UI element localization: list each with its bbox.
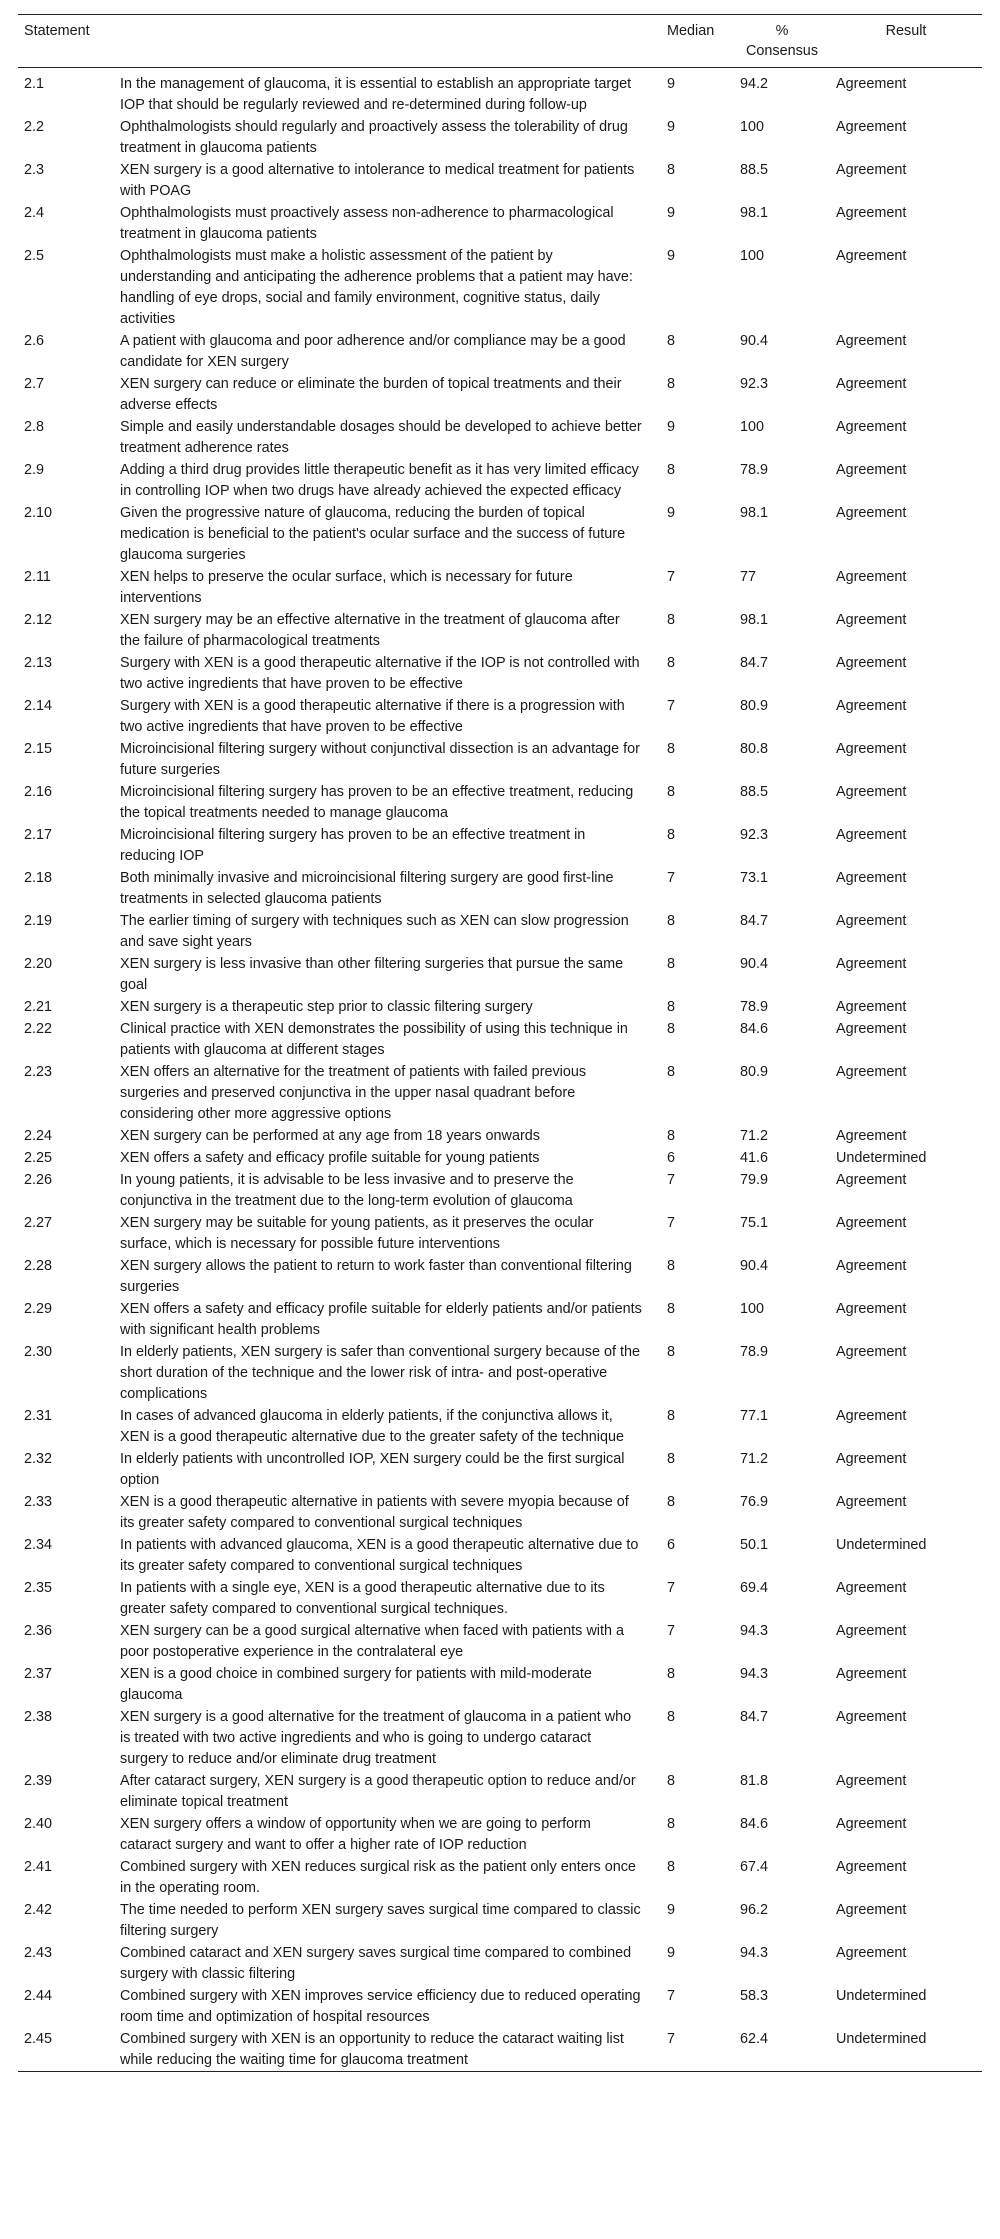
- consensus-value: 67.4: [740, 1859, 769, 1875]
- result-value: Agreement: [836, 569, 907, 585]
- result-value: Agreement: [836, 333, 907, 349]
- result-value: Agreement: [836, 205, 907, 221]
- result-value: Undetermined: [836, 1537, 927, 1553]
- table-body: [18, 68, 982, 2072]
- statement-id: 2.38: [24, 1709, 53, 1725]
- result-value: Undetermined: [836, 1988, 927, 2004]
- consensus-value: 84.7: [740, 655, 769, 671]
- table-row: [18, 1169, 982, 1212]
- statement-id: 2.34: [24, 1537, 53, 1553]
- table-row: [18, 867, 982, 910]
- consensus-value: 100: [740, 119, 765, 135]
- consensus-value: 71.2: [740, 1451, 769, 1467]
- table-row: [18, 2028, 982, 2072]
- statement-id: 2.29: [24, 1301, 53, 1317]
- result-value: Agreement: [836, 1215, 907, 1231]
- consensus-value: 92.3: [740, 376, 769, 392]
- consensus-value: 50.1: [740, 1537, 769, 1553]
- statement-text: Ophthalmologists should regularly and proactively assess the tolerability of drug treatment in glaucoma patients: [120, 119, 628, 156]
- median-value: 8: [667, 1709, 676, 1725]
- median-value: 8: [667, 1859, 676, 1875]
- median-value: 6: [667, 1537, 676, 1553]
- consensus-value: 84.7: [740, 1709, 769, 1725]
- statement-text: In patients with a single eye, XEN is a good therapeutic alternative due to its greater safety compared to conventional surgical techniques.: [120, 1580, 605, 1617]
- statement-text: In elderly patients with uncontrolled IOP, XEN surgery could be the first surgical option: [120, 1451, 625, 1488]
- statement-text: XEN is a good therapeutic alternative in patients with severe myopia because of its greater safety compared to conventional surgical techniques: [120, 1494, 629, 1531]
- table-row: [18, 824, 982, 867]
- result-value: Agreement: [836, 376, 907, 392]
- table-row: [18, 330, 982, 373]
- statement-text: In the management of glaucoma, it is essential to establish an appropriate target IOP that should be regularly reviewed and re-determined during follow-up: [120, 76, 632, 113]
- median-value: 8: [667, 913, 676, 929]
- consensus-value: 62.4: [740, 2031, 769, 2047]
- consensus-value: 77.1: [740, 1408, 769, 1424]
- consensus-value: 78.9: [740, 1344, 769, 1360]
- result-value: Agreement: [836, 1172, 907, 1188]
- statement-id: 2.19: [24, 913, 53, 929]
- statement-text: XEN surgery is a good alternative for the treatment of glaucoma in a patient who is treated with two active ingredients and who is going to undergo cataract surgery to reduce and/or eliminate drug treatment: [120, 1709, 632, 1767]
- consensus-value: 80.8: [740, 741, 769, 757]
- statement-id: 2.28: [24, 1258, 53, 1274]
- result-value: Agreement: [836, 827, 907, 843]
- median-value: 7: [667, 2031, 676, 2047]
- statement-text: Given the progressive nature of glaucoma, reducing the burden of topical medication is beneficial to the patient's ocular surface and the success of future glaucoma surgeries: [120, 505, 626, 563]
- statement-text: Microincisional filtering surgery has proven to be an effective treatment in reducing IOP: [120, 827, 586, 864]
- statement-id: 2.14: [24, 698, 53, 714]
- median-value: 7: [667, 1988, 676, 2004]
- table-row: [18, 1491, 982, 1534]
- statement-text: XEN surgery is less invasive than other filtering surgeries that pursue the same goal: [120, 956, 624, 993]
- statement-id: 2.27: [24, 1215, 53, 1231]
- statement-id: 2.41: [24, 1859, 53, 1875]
- table-row: [18, 781, 982, 824]
- result-value: Undetermined: [836, 1150, 927, 1166]
- consensus-value: 80.9: [740, 698, 769, 714]
- median-value: 7: [667, 1215, 676, 1231]
- statement-id: 2.11: [24, 569, 51, 585]
- table-row: [18, 566, 982, 609]
- consensus-value: 100: [740, 248, 765, 264]
- statement-id: 2.35: [24, 1580, 53, 1596]
- table-row: [18, 609, 982, 652]
- table-row: [18, 1813, 982, 1856]
- result-value: Agreement: [836, 1344, 907, 1360]
- table-row: [18, 202, 982, 245]
- consensus-value: 84.6: [740, 1816, 769, 1832]
- table-row: [18, 1405, 982, 1448]
- result-value: Agreement: [836, 1408, 907, 1424]
- result-value: Agreement: [836, 784, 907, 800]
- consensus-value: 100: [740, 419, 765, 435]
- statement-text: XEN offers a safety and efficacy profile suitable for young patients: [120, 1150, 540, 1166]
- result-value: Agreement: [836, 655, 907, 671]
- statement-text: XEN surgery can reduce or eliminate the burden of topical treatments and their adverse effects: [120, 376, 622, 413]
- table-row: [18, 245, 982, 330]
- statement-id: 2.40: [24, 1816, 53, 1832]
- median-value: 7: [667, 1580, 676, 1596]
- consensus-value: 96.2: [740, 1902, 769, 1918]
- consensus-value: 88.5: [740, 162, 769, 178]
- median-value: 9: [667, 205, 676, 221]
- consensus-value: 88.5: [740, 784, 769, 800]
- median-value: 8: [667, 162, 676, 178]
- header-consensus-label: Consensus: [746, 43, 819, 59]
- median-value: 8: [667, 956, 676, 972]
- statement-id: 2.22: [24, 1021, 53, 1037]
- statement-text: Ophthalmologists must make a holistic assessment of the patient by understanding and anticipating the adherence problems that a patient may have: handling of eye drops, social and family environment, cognitive status, daily activities: [120, 248, 633, 327]
- consensus-value: 80.9: [740, 1064, 769, 1080]
- consensus-value: 78.9: [740, 462, 769, 478]
- statement-id: 2.6: [24, 333, 45, 349]
- table-row: [18, 738, 982, 781]
- consensus-value: 84.7: [740, 913, 769, 929]
- header-result: Result: [885, 23, 927, 39]
- result-value: Agreement: [836, 1301, 907, 1317]
- result-value: Agreement: [836, 956, 907, 972]
- result-value: Agreement: [836, 419, 907, 435]
- result-value: Agreement: [836, 741, 907, 757]
- statement-text: Adding a third drug provides little therapeutic benefit as it has very limited efficacy in controlling IOP when two drugs have already achieved the expected efficacy: [120, 462, 639, 499]
- result-value: Agreement: [836, 1021, 907, 1037]
- median-value: 8: [667, 376, 676, 392]
- table-row: [18, 1534, 982, 1577]
- median-value: 7: [667, 870, 676, 886]
- table-row: [18, 1212, 982, 1255]
- result-value: Agreement: [836, 462, 907, 478]
- median-value: 8: [667, 1344, 676, 1360]
- consensus-value: 73.1: [740, 870, 769, 886]
- median-value: 7: [667, 1623, 676, 1639]
- statement-text: XEN surgery is a therapeutic step prior to classic filtering surgery: [120, 999, 533, 1015]
- result-value: Undetermined: [836, 2031, 927, 2047]
- consensus-value: 76.9: [740, 1494, 769, 1510]
- statement-id: 2.7: [24, 376, 45, 392]
- table-row: [18, 1856, 982, 1899]
- statement-text: Combined surgery with XEN reduces surgical risk as the patient only enters once in the operating room.: [120, 1859, 636, 1896]
- result-value: Agreement: [836, 505, 907, 521]
- statement-id: 2.15: [24, 741, 53, 757]
- result-value: Agreement: [836, 1902, 907, 1918]
- consensus-value: 94.3: [740, 1945, 769, 1961]
- header-median: Median: [667, 23, 715, 39]
- statement-text: Clinical practice with XEN demonstrates the possibility of using this technique in patients with glaucoma at different stages: [120, 1021, 628, 1058]
- statement-id: 2.8: [24, 419, 45, 435]
- statement-id: 2.37: [24, 1666, 53, 1682]
- statement-id: 2.17: [24, 827, 53, 843]
- result-value: Agreement: [836, 1859, 907, 1875]
- median-value: 6: [667, 1150, 676, 1166]
- statement-id: 2.20: [24, 956, 53, 972]
- consensus-value: 90.4: [740, 333, 769, 349]
- table-row: [18, 416, 982, 459]
- statement-text: Surgery with XEN is a good therapeutic alternative if the IOP is not controlled with two active ingredients that have proven to be effective: [120, 655, 640, 692]
- result-value: Agreement: [836, 698, 907, 714]
- statement-id: 2.3: [24, 162, 45, 178]
- table-row: [18, 910, 982, 953]
- statement-text: XEN offers an alternative for the treatment of patients with failed previous surgeries and preserved conjunctiva in the upper nasal quadrant before considering other more aggressive options: [120, 1064, 587, 1122]
- statement-text: After cataract surgery, XEN surgery is a good therapeutic option to reduce and/or eliminate topical treatment: [120, 1773, 636, 1810]
- statement-text: XEN surgery may be an effective alternative in the treatment of glaucoma after the failure of pharmacological treatments: [120, 612, 620, 649]
- statement-id: 2.31: [24, 1408, 53, 1424]
- result-value: Agreement: [836, 1945, 907, 1961]
- statement-text: Combined surgery with XEN improves service efficiency due to reduced operating room time and optimization of hospital resources: [120, 1988, 641, 2025]
- result-value: Agreement: [836, 1451, 907, 1467]
- statement-id: 2.39: [24, 1773, 53, 1789]
- median-value: 9: [667, 248, 676, 264]
- consensus-value: 75.1: [740, 1215, 769, 1231]
- statement-text: Both minimally invasive and microincisional filtering surgery are good first-line treatments in selected glaucoma patients: [120, 870, 614, 907]
- result-value: Agreement: [836, 870, 907, 886]
- median-value: 8: [667, 1773, 676, 1789]
- median-value: 9: [667, 76, 676, 92]
- statement-id: 2.21: [24, 999, 53, 1015]
- statement-text: In elderly patients, XEN surgery is safer than conventional surgery because of the short duration of the technique and the lower risk of intra- and post-operative complications: [120, 1344, 640, 1402]
- table-row: [18, 1577, 982, 1620]
- median-value: 8: [667, 1128, 676, 1144]
- table-row: [18, 1341, 982, 1405]
- consensus-value: 92.3: [740, 827, 769, 843]
- result-value: Agreement: [836, 913, 907, 929]
- statement-text: In young patients, it is advisable to be less invasive and to preserve the conjunctiva in the treatment due to the long-term evolution of glaucoma: [120, 1172, 574, 1209]
- consensus-value: 90.4: [740, 1258, 769, 1274]
- statement-text: The earlier timing of surgery with techniques such as XEN can slow progression and save sight years: [120, 913, 629, 950]
- median-value: 8: [667, 1451, 676, 1467]
- table-row: [18, 1663, 982, 1706]
- statement-id: 2.16: [24, 784, 53, 800]
- median-value: 8: [667, 827, 676, 843]
- result-value: Agreement: [836, 1773, 907, 1789]
- median-value: 8: [667, 1494, 676, 1510]
- table-row: [18, 1985, 982, 2028]
- statement-text: Microincisional filtering surgery without conjunctival dissection is an advantage for future surgeries: [120, 741, 640, 778]
- statement-text: Microincisional filtering surgery has proven to be an effective treatment, reducing the topical treatments needed to manage glaucoma: [120, 784, 634, 821]
- table-row: [18, 1061, 982, 1125]
- table-row: [18, 159, 982, 202]
- statement-id: 2.42: [24, 1902, 53, 1918]
- statement-text: Simple and easily understandable dosages should be developed to achieve better treatment adherence rates: [120, 419, 642, 456]
- statement-id: 2.18: [24, 870, 53, 886]
- statement-id: 2.13: [24, 655, 53, 671]
- statement-text: In patients with advanced glaucoma, XEN is a good therapeutic alternative due to its greater safety compared to conventional surgical techniques: [120, 1537, 639, 1574]
- statement-id: 2.2: [24, 119, 45, 135]
- statement-id: 2.4: [24, 205, 45, 221]
- median-value: 8: [667, 999, 676, 1015]
- table-row: [18, 1147, 982, 1169]
- statement-id: 2.32: [24, 1451, 53, 1467]
- statement-id: 2.45: [24, 2031, 53, 2047]
- statement-id: 2.23: [24, 1064, 53, 1080]
- statement-id: 2.5: [24, 248, 45, 264]
- median-value: 8: [667, 1258, 676, 1274]
- header-row: [18, 15, 982, 68]
- result-value: Agreement: [836, 1258, 907, 1274]
- table-row: [18, 1620, 982, 1663]
- result-value: Agreement: [836, 1128, 907, 1144]
- statement-text: XEN is a good choice in combined surgery for patients with mild-moderate glaucoma: [120, 1666, 592, 1703]
- median-value: 9: [667, 419, 676, 435]
- statement-id: 2.12: [24, 612, 53, 628]
- result-value: Agreement: [836, 1494, 907, 1510]
- table-row: [18, 1448, 982, 1491]
- statement-id: 2.25: [24, 1150, 53, 1166]
- table-row: [18, 68, 982, 117]
- median-value: 8: [667, 784, 676, 800]
- statement-id: 2.44: [24, 1988, 53, 2004]
- statement-text: XEN offers a safety and efficacy profile suitable for elderly patients and/or patients with significant health problems: [120, 1301, 642, 1338]
- statement-id: 2.24: [24, 1128, 53, 1144]
- median-value: 8: [667, 1816, 676, 1832]
- table-row: [18, 1298, 982, 1341]
- table-row: [18, 652, 982, 695]
- median-value: 8: [667, 1408, 676, 1424]
- result-value: Agreement: [836, 162, 907, 178]
- result-value: Agreement: [836, 1064, 907, 1080]
- statement-text: Ophthalmologists must proactively assess non-adherence to pharmacological treatment in glaucoma patients: [120, 205, 614, 242]
- result-value: Agreement: [836, 999, 907, 1015]
- median-value: 7: [667, 569, 676, 585]
- statement-text: XEN surgery may be suitable for young patients, as it preserves the ocular surface, which is necessary for possible future interventions: [120, 1215, 594, 1252]
- table-row: [18, 459, 982, 502]
- statement-text: A patient with glaucoma and poor adherence and/or compliance may be a good candidate for XEN surgery: [120, 333, 626, 370]
- consensus-value: 77: [740, 569, 757, 585]
- statement-text: Surgery with XEN is a good therapeutic alternative if there is a progression with two active ingredients that have proven to be effective: [120, 698, 625, 735]
- statement-id: 2.36: [24, 1623, 53, 1639]
- median-value: 8: [667, 612, 676, 628]
- median-value: 8: [667, 1301, 676, 1317]
- table-row: [18, 953, 982, 996]
- median-value: 9: [667, 1902, 676, 1918]
- consensus-value: 71.2: [740, 1128, 769, 1144]
- statement-id: 2.33: [24, 1494, 53, 1510]
- consensus-value: 94.3: [740, 1623, 769, 1639]
- table-row: [18, 996, 982, 1018]
- median-value: 8: [667, 1021, 676, 1037]
- statement-id: 2.10: [24, 505, 53, 521]
- consensus-value: 98.1: [740, 505, 769, 521]
- result-value: Agreement: [836, 1666, 907, 1682]
- result-value: Agreement: [836, 248, 907, 264]
- consensus-value: 100: [740, 1301, 765, 1317]
- result-value: Agreement: [836, 612, 907, 628]
- statement-text: In cases of advanced glaucoma in elderly patients, if the conjunctiva allows it, XEN is a good therapeutic alternative due to the greater safety of the technique: [120, 1408, 624, 1445]
- result-value: Agreement: [836, 1709, 907, 1725]
- consensus-value: 58.3: [740, 1988, 769, 2004]
- median-value: 8: [667, 1666, 676, 1682]
- consensus-value: 94.2: [740, 76, 769, 92]
- statement-text: XEN helps to preserve the ocular surface, which is necessary for future interventions: [120, 569, 573, 606]
- result-value: Agreement: [836, 1623, 907, 1639]
- statement-text: XEN surgery is a good alternative to intolerance to medical treatment for patients with POAG: [120, 162, 635, 199]
- median-value: 9: [667, 119, 676, 135]
- statement-id: 2.1: [24, 76, 45, 92]
- result-value: Agreement: [836, 1816, 907, 1832]
- statement-text: XEN surgery can be a good surgical alternative when faced with patients with a poor postoperative experience in the contralateral eye: [120, 1623, 624, 1660]
- median-value: 8: [667, 333, 676, 349]
- table-row: [18, 1125, 982, 1147]
- table-row: [18, 373, 982, 416]
- consensus-value: 98.1: [740, 612, 769, 628]
- statement-id: 2.30: [24, 1344, 53, 1360]
- table-header: [18, 15, 982, 68]
- table-row: [18, 1899, 982, 1942]
- consensus-value: 84.6: [740, 1021, 769, 1037]
- median-value: 8: [667, 655, 676, 671]
- median-value: 9: [667, 1945, 676, 1961]
- statement-id: 2.26: [24, 1172, 53, 1188]
- consensus-value: 98.1: [740, 205, 769, 221]
- result-value: Agreement: [836, 76, 907, 92]
- table-row: [18, 116, 982, 159]
- table-row: [18, 1770, 982, 1813]
- consensus-value: 79.9: [740, 1172, 769, 1188]
- result-value: Agreement: [836, 1580, 907, 1596]
- table-row: [18, 1255, 982, 1298]
- statement-id: 2.9: [24, 462, 45, 478]
- consensus-value: 69.4: [740, 1580, 769, 1596]
- consensus-table: [18, 14, 982, 2072]
- header-consensus: [734, 15, 828, 68]
- median-value: 8: [667, 1064, 676, 1080]
- result-value: Agreement: [836, 119, 907, 135]
- median-value: 7: [667, 1172, 676, 1188]
- table-row: [18, 1018, 982, 1061]
- header-statement: Statement: [24, 23, 90, 39]
- statement-text: Combined surgery with XEN is an opportunity to reduce the cataract waiting list while reducing the waiting time for glaucoma treatment: [120, 2031, 624, 2068]
- consensus-value: 81.8: [740, 1773, 769, 1789]
- header-consensus-pct: %: [775, 23, 789, 39]
- median-value: 8: [667, 462, 676, 478]
- consensus-value: 94.3: [740, 1666, 769, 1682]
- table-row: [18, 502, 982, 566]
- statement-text: The time needed to perform XEN surgery saves surgical time compared to classic filtering surgery: [120, 1902, 641, 1939]
- statement-text: XEN surgery can be performed at any age from 18 years onwards: [120, 1128, 540, 1144]
- statement-text: XEN surgery offers a window of opportunity when we are going to perform cataract surgery and want to offer a higher rate of IOP reduction: [120, 1816, 591, 1853]
- statement-id: 2.43: [24, 1945, 53, 1961]
- statement-text: XEN surgery allows the patient to return to work faster than conventional filtering surgeries: [120, 1258, 632, 1295]
- table-row: [18, 1942, 982, 1985]
- consensus-value: 41.6: [740, 1150, 769, 1166]
- median-value: 8: [667, 741, 676, 757]
- consensus-value: 78.9: [740, 999, 769, 1015]
- table-row: [18, 1706, 982, 1770]
- median-value: 9: [667, 505, 676, 521]
- consensus-value: 90.4: [740, 956, 769, 972]
- statement-text: Combined cataract and XEN surgery saves surgical time compared to combined surgery with classic filtering: [120, 1945, 632, 1982]
- median-value: 7: [667, 698, 676, 714]
- table-row: [18, 695, 982, 738]
